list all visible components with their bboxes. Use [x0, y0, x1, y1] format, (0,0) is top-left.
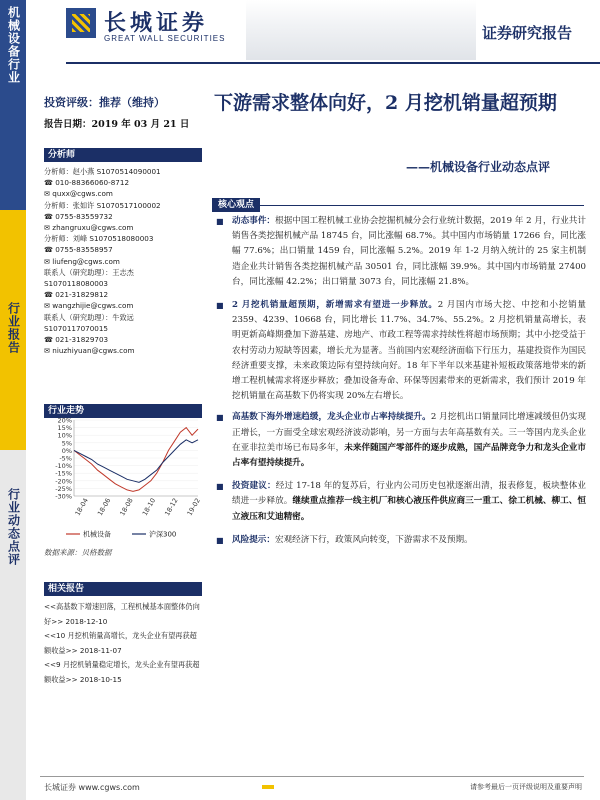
- chart-section-title: 行业走势: [44, 404, 202, 418]
- y-tick-label: 20%: [57, 416, 72, 425]
- related-section-title: 相关报告: [44, 582, 202, 596]
- analyst-line: 分析师：刘峰 S1070518080003: [44, 234, 154, 244]
- paragraph-dynamic-event: [214, 214, 586, 290]
- para5-text: 宏观经济下行，政策风向转变，下游需求不及预期。: [274, 534, 473, 545]
- analyst-line: S1070118080003: [44, 279, 109, 289]
- para5-lead: 风险提示：: [232, 534, 275, 545]
- analyst-line: ✉ liufeng@cgws.com: [44, 256, 120, 266]
- analyst-list: [44, 166, 204, 356]
- strip-report-type-label: 行业报告: [0, 210, 26, 450]
- industry-trend-chart: [44, 414, 202, 544]
- analyst-line: ✉ wangzhijie@cgws.com: [44, 301, 134, 311]
- legend-label: 机械设备: [83, 530, 111, 539]
- great-wall-logo-icon: [66, 8, 96, 38]
- report-subtitle: ——机械设备行业动态点评: [406, 160, 551, 174]
- report-type: 证券研究报告: [481, 24, 572, 42]
- x-tick-label: 18-08: [118, 496, 135, 518]
- paragraph-investment-advice: [214, 479, 586, 525]
- para3-text: 2 月挖机出口销量同比增速减缓但仍实现正增长，一方面受全球宏观经济波动影响，另一方面与去年高基数有关。三一等国内龙头企业在亚非拉美市场已布局多年，: [232, 412, 586, 453]
- analyst-line: 联系人（研究助理）：牛致远: [44, 312, 134, 322]
- para4-bold: 继续重点推荐一线主机厂和核心液压件供应商三一重工、徐工机械、柳工、恒立液压和艾迪精密。: [232, 496, 586, 522]
- related-reports-list: [44, 600, 204, 687]
- para3-bold: 未来伴随国产零部件的逐步成熟，国产品牌竞争力和龙头企业市占率有望持续提升。: [232, 442, 586, 469]
- y-tick-label: -30%: [55, 492, 72, 501]
- related-report-item[interactable]: <<10 月挖机销量高增长，龙头企业有望再获超额收益>> 2018-11-07: [44, 631, 197, 655]
- analyst-line: ☎ 021-31829703: [44, 335, 109, 345]
- core-view-header: [212, 192, 584, 210]
- analyst-line: ☎ 021-31829812: [44, 290, 109, 300]
- y-tick-label: -10%: [55, 462, 72, 471]
- page-header: [26, 0, 600, 72]
- report-title: 下游需求整体向好，2 月挖机销量超预期: [214, 92, 557, 114]
- x-tick-label: 18-06: [95, 496, 113, 518]
- analyst-line: ✉ zhangruxu@cgws.com: [44, 223, 134, 233]
- footer-disclaimer: 请参考最后一页评级说明及重要声明: [470, 783, 582, 791]
- x-tick-label: 18-10: [140, 496, 158, 518]
- report-body: [214, 214, 586, 548]
- y-tick-label: -25%: [55, 484, 72, 493]
- y-tick-label: -5%: [59, 454, 72, 463]
- analyst-line: 分析师：赵小燕 S1070514090001: [44, 167, 161, 176]
- left-vertical-strip: [0, 0, 26, 800]
- para4-text: 经过 17-18 年的复苏后，行业内公司历史包袱逐渐出清，报表修复，板块整体业绩进一步释放。: [232, 481, 586, 507]
- trend-chart-svg: [44, 414, 202, 544]
- para3-lead: 高基数下海外增速趋缓，龙头企业市占率持续提升。: [232, 412, 431, 423]
- y-tick-label: -15%: [55, 469, 72, 478]
- series-line-hs300: [74, 440, 198, 483]
- y-tick-label: 10%: [57, 431, 72, 440]
- report-date: 报告日期：2019 年 03 月 21 日: [44, 119, 190, 130]
- analyst-line: 分析师：张如许 S1070517100002: [44, 200, 161, 210]
- analyst-line: ✉ quxx@cgws.com: [44, 189, 113, 199]
- header-divider: [66, 62, 600, 64]
- y-tick-label: 0%: [61, 446, 72, 455]
- analyst-line: ☎ 0755-83558957: [44, 245, 113, 255]
- analyst-line: ☎ 010-88366060-8712: [44, 178, 130, 188]
- y-tick-label: -20%: [55, 477, 72, 486]
- y-tick-label: 15%: [57, 424, 72, 433]
- analysts-section-title: 分析师: [44, 148, 202, 162]
- x-tick-label: 18-04: [73, 496, 90, 518]
- strip-review-label: 行业动态点评: [0, 450, 26, 800]
- investment-rating: 投资评级：推荐（维持）: [44, 96, 165, 109]
- strip-industry-label: 机械设备行业: [0, 0, 26, 210]
- para1-lead: 动态事件：: [232, 216, 276, 226]
- footer-divider: [40, 776, 584, 777]
- legend-label: 沪深300: [149, 530, 177, 539]
- x-tick-label: 18-12: [163, 496, 180, 518]
- footer-website-link[interactable]: 长城证券 www.cgws.com: [44, 783, 140, 792]
- footer-accent: [262, 785, 274, 789]
- para2-lead: 2 月挖机销量超预期，新增需求有望进一步释放。: [232, 300, 438, 311]
- logo-chinese: 长城证券: [104, 10, 209, 36]
- related-report-item[interactable]: <<9 月挖机销量稳定增长，龙头企业有望再获超额收益>> 2018-10-15: [44, 660, 200, 684]
- y-tick-label: 5%: [61, 439, 72, 448]
- core-view-label: 核心观点: [212, 198, 260, 212]
- paragraph-risk: [214, 533, 586, 548]
- paragraph-overseas: [214, 410, 586, 471]
- para4-lead: 投资建议：: [232, 481, 276, 492]
- x-tick-label: 19-02: [185, 496, 202, 518]
- para2-text: 2 月国内市场大挖、中挖和小挖销量 2359、4239、10668 台，同比增长 11.7%、34.7%、55.2%。2 月挖机销量高增长，表明更新高峰期叠加下游基建、房地产、市政工程等需求持续性将超市场预期；其中小挖受益于农村劳动力短缺等因素，增长尤为显著。当前国内宏观经济面临下行压力，基建投资作为国民经济重要支撑，未来政策边际有望持续向好。18 年下半年以来基建补短板政策落地带来的新增工程机械需求将逐步释放；叠加设备寿命、环保等因素带来的更新需求，我们预计 2019 年挖机销量在高基数下仍将实现 20%左右增长。: [232, 300, 586, 402]
- analyst-line: 联系人（研究助理）：王志杰: [44, 267, 134, 277]
- analyst-line: ☎ 0755-83559732: [44, 211, 113, 221]
- paragraph-excavator-sales: [214, 298, 586, 404]
- para1-text: 根据中国工程机械工业协会挖掘机械分会行业统计数据，2019 年 2 月，行业共计销售各类挖掘机械产品 18745 台，同比涨幅 68.7%。其中国内市场销量 17266 台，同比涨幅 77.6%；出口销量 1459 台，同比涨幅 5.2%。2019 年 1-2 月纳入统计的 25 家主机制造企业共计销售各类挖掘机械产品 30501 台，同比涨幅 39.9%。其中国内市场销量 27400 台，同比涨幅 42.2%；出口销量 3073 台，同比涨幅 21.8%。: [232, 216, 586, 287]
- analyst-line: ✉ niuzhiyuan@cgws.com: [44, 346, 135, 356]
- chart-source: 数据来源：贝格数据: [44, 548, 112, 557]
- related-report-item[interactable]: <<高基数下增速回落，工程机械基本面整体仍向好>> 2018-12-10: [44, 602, 200, 626]
- great-wall-image: [246, 0, 476, 60]
- logo-english: GREAT WALL SECURITIES: [104, 34, 226, 43]
- analyst-line: S1070117070015: [44, 323, 109, 333]
